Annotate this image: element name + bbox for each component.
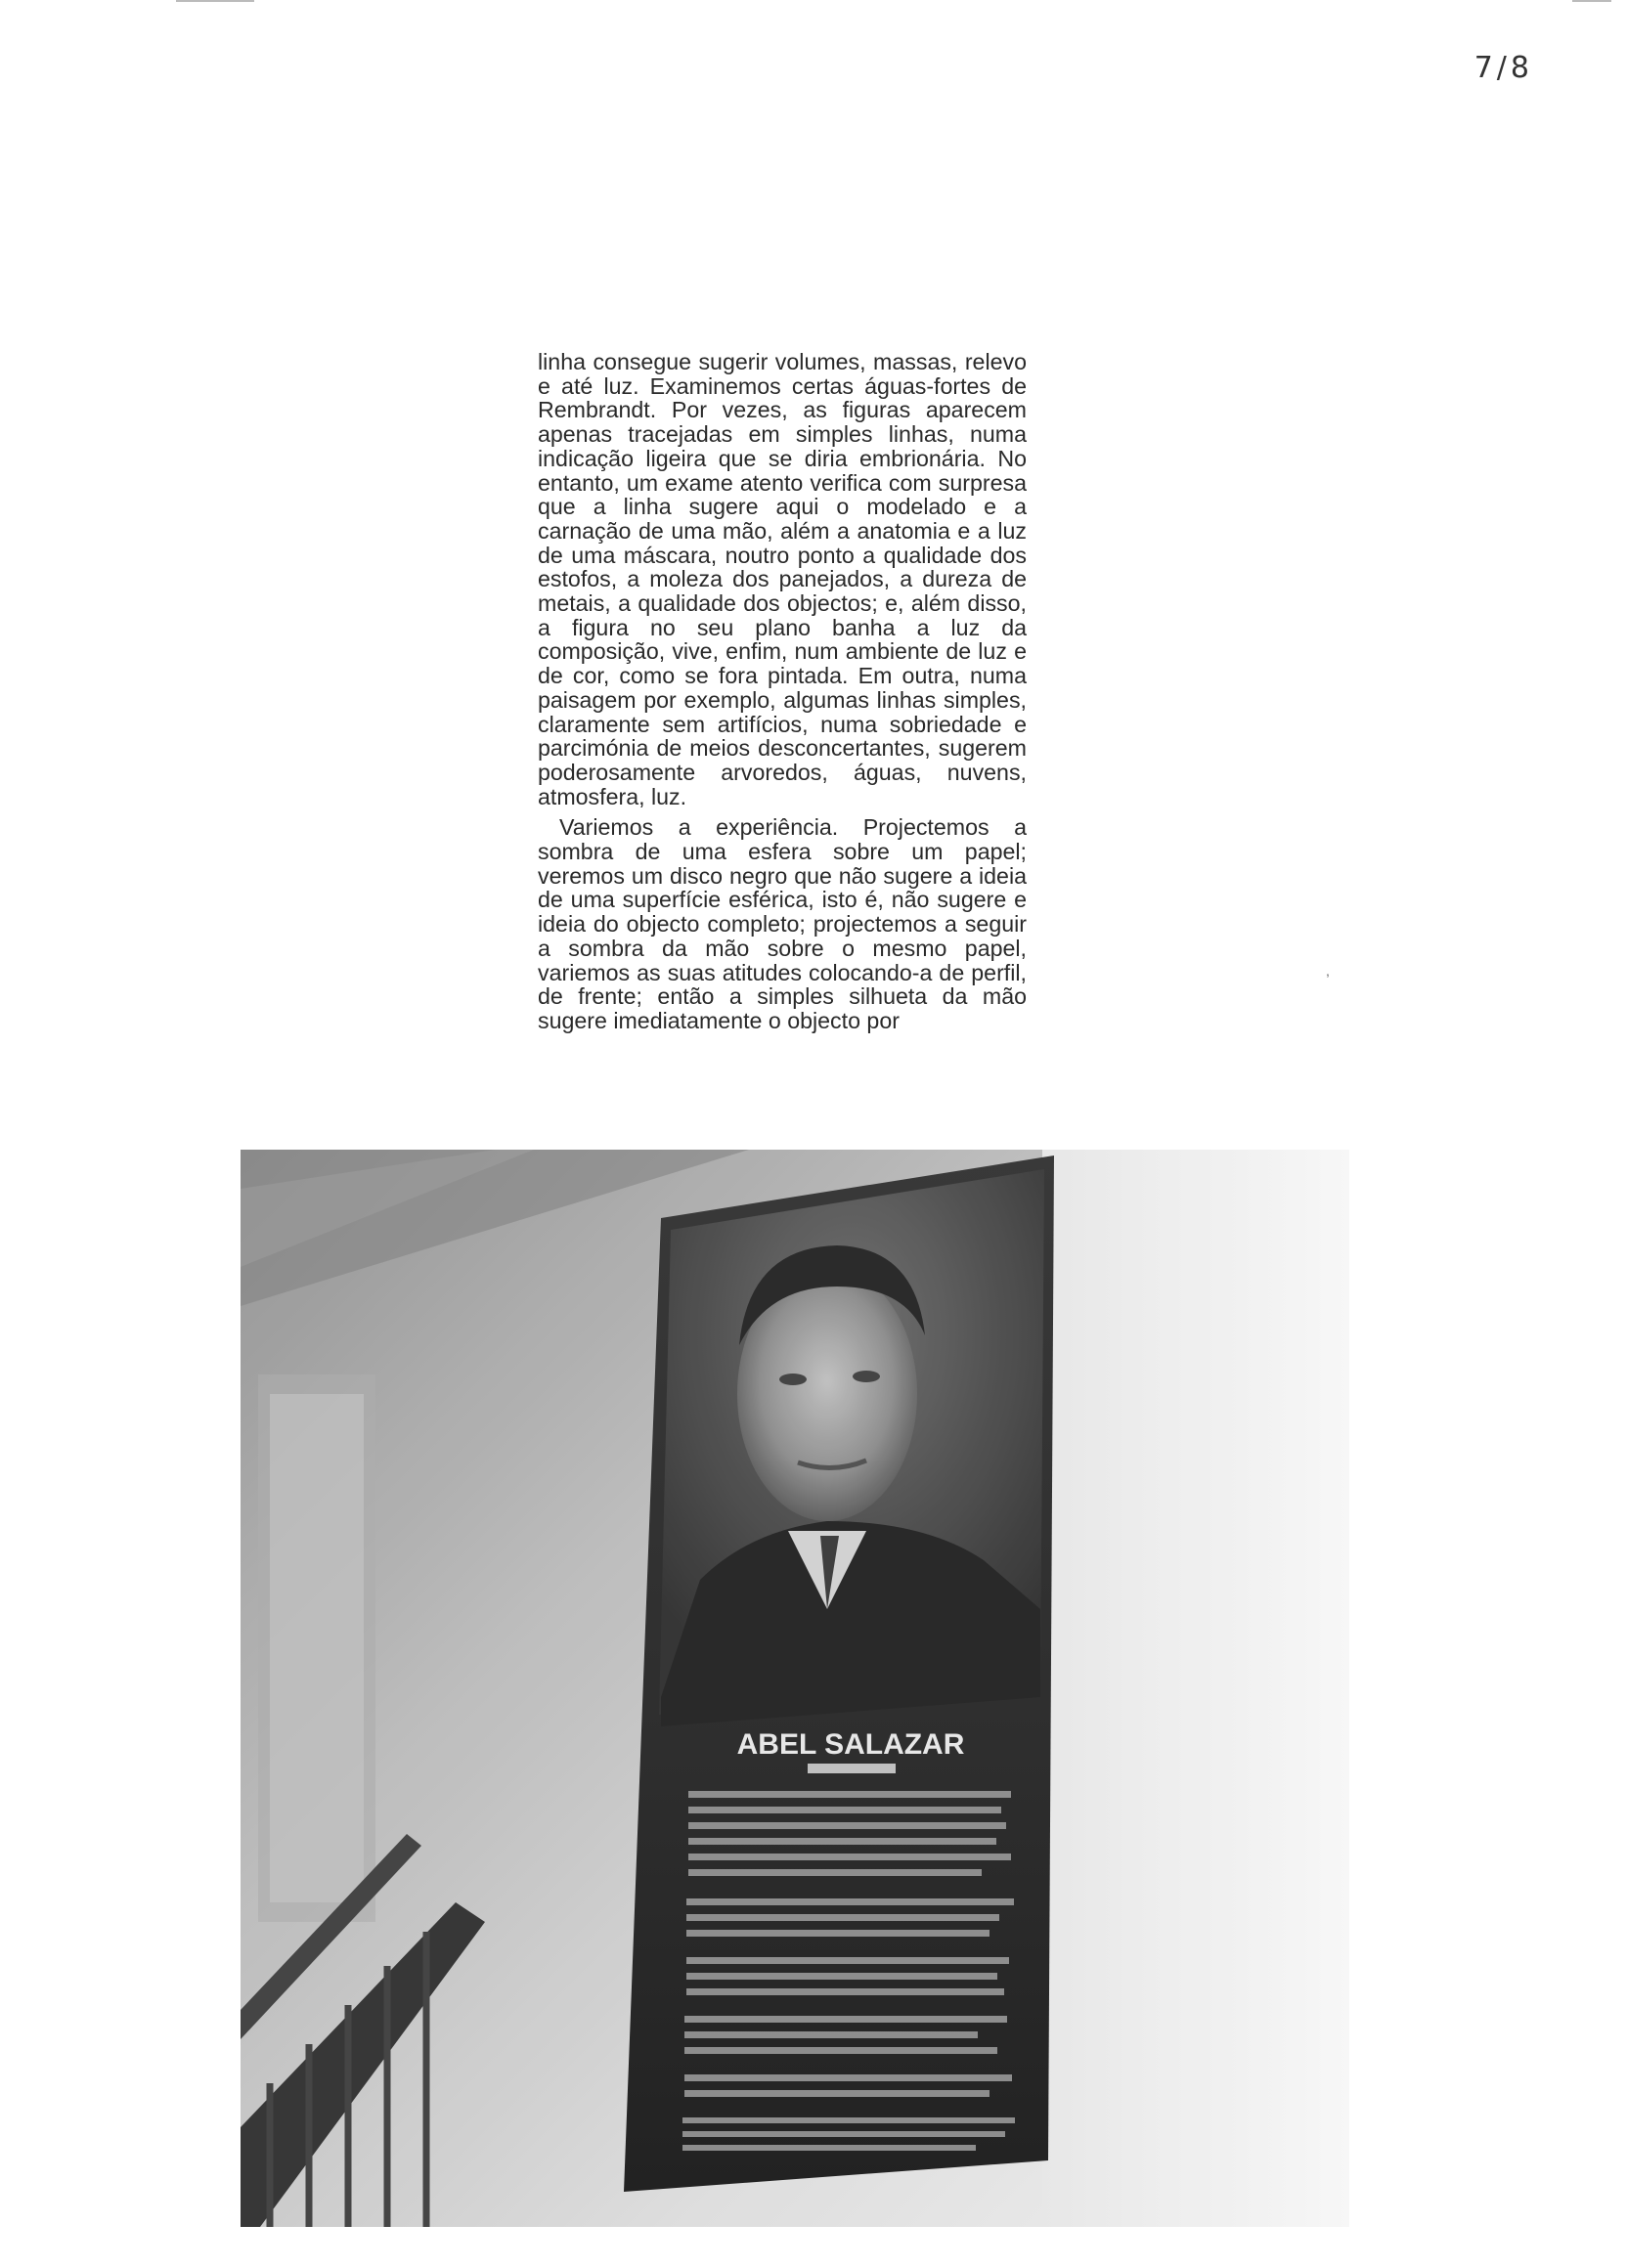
scan-speck: , [1326, 963, 1330, 979]
photograph-portrait-plaque [241, 1150, 1349, 2227]
scan-edge-mark [1572, 0, 1611, 2]
scan-edge-mark [176, 0, 254, 2]
plaque-name: ABEL SALAZAR [736, 1728, 965, 1761]
page-number: 7/8 [1473, 51, 1533, 85]
article-paragraph: linha consegue sugerir volumes, massas, relevo e até luz. Examinemos certas águas-fortes de Rembrandt. Por vezes, as figuras aparecem apenas tracejadas em simples linhas, numa indicação ligeira que se diria embrionária. No entanto, um exame atento verifica com surpresa que a linha sugere aqui o modelado e a carnação de uma mão, além a anatomia e a luz de uma máscara, noutro ponto a qualidade dos estofos, a moleza dos panejados, a dureza de metais, a qualidade dos objectos; e, além disso, a figura no seu plano banha a luz da composição, vive, enfim, num ambiente de luz e de cor, como se fora pintada. Em outra, numa paisagem por exemplo, algumas linhas simples, claramente sem artifícios, numa sobriedade e parcimónia de meios desconcertantes, sugerem poderosamente arvoredos, águas, nuvens, atmosfera, luz. [538, 349, 1027, 809]
article-column [538, 350, 1027, 1033]
article-paragraph: Variemos a experiência. Projectemos a sombra de uma esfera sobre um papel; veremos um disco negro que não sugere a ideia de uma superfície esférica, isto é, não sugere e ideia do objecto completo; projectemos a seguir a sombra da mão sobre o mesmo papel, variemos as suas atitudes colocando-a de perfil, de frente; então a simples silhueta da mão sugere imediatamente o objecto por [538, 814, 1027, 1033]
